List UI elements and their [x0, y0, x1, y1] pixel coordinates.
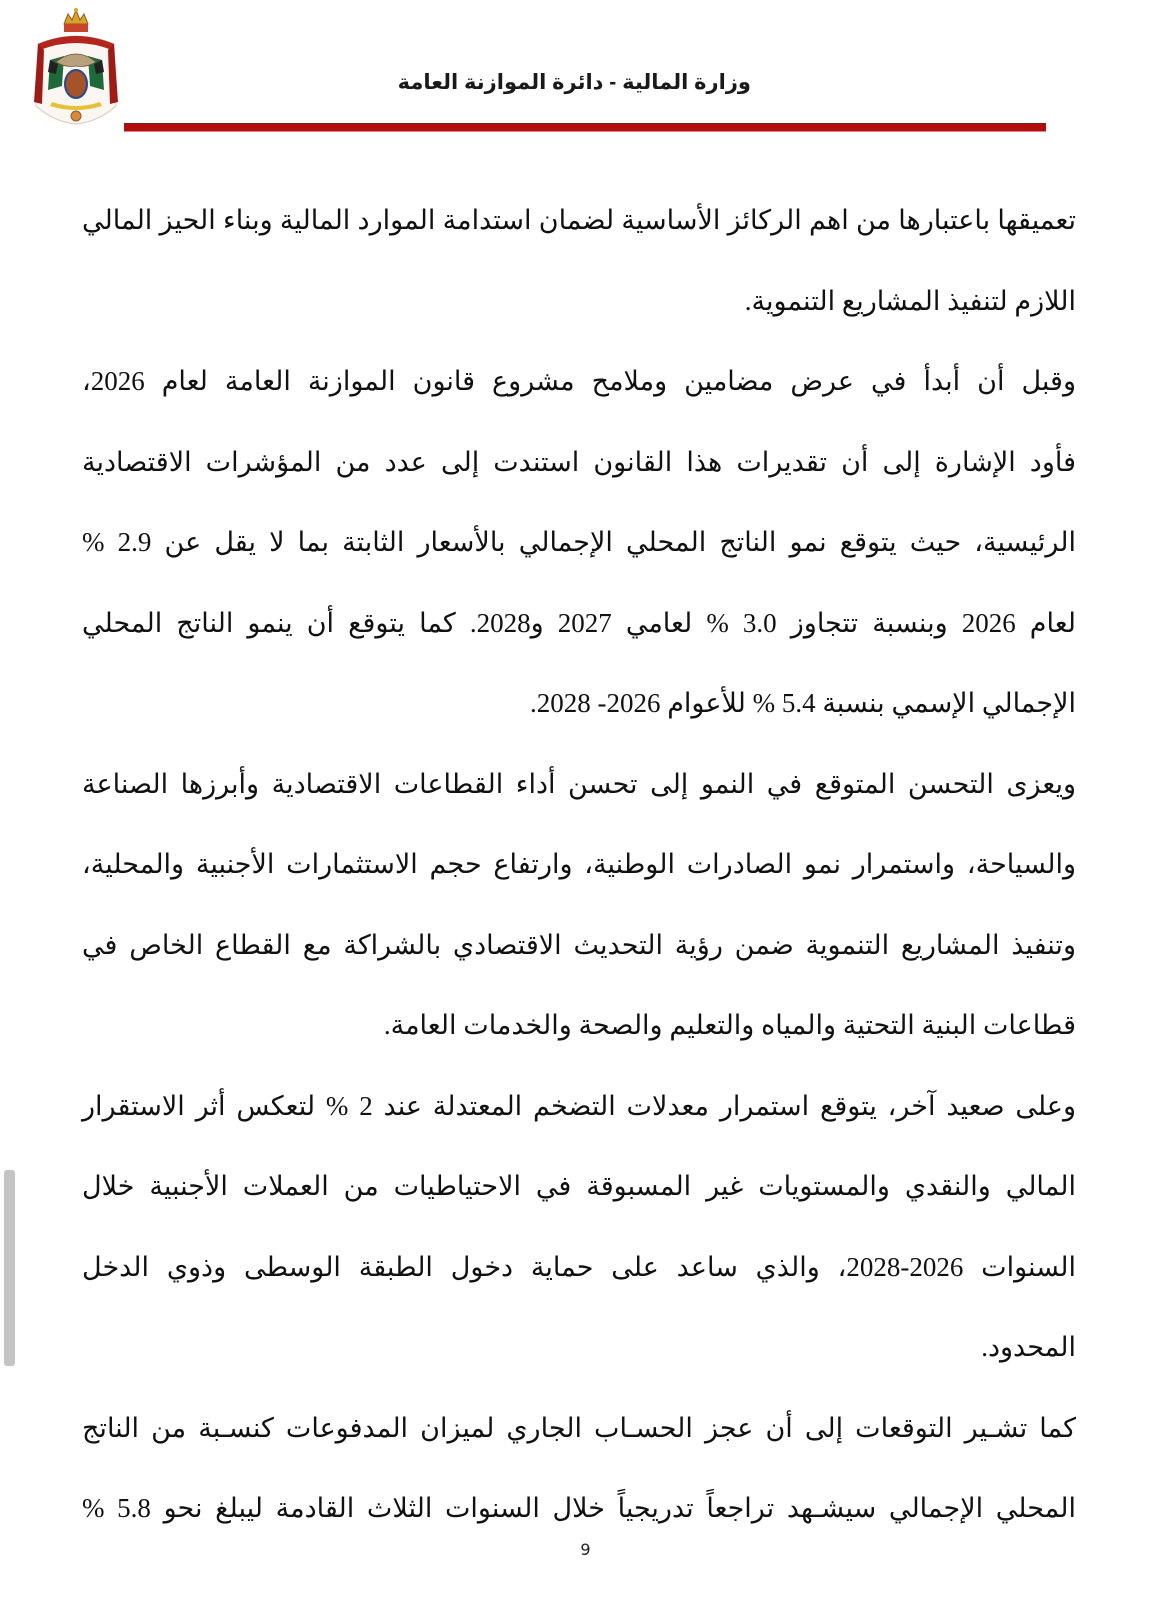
text-line: المحدود.	[981, 1332, 1076, 1362]
text-line: لعام 2026 وبنسبة تتجاوز 3.0 % لعامي 2027 و2028. كما يتوقع أن ينمو الناتج المحلي	[82, 607, 1076, 638]
paragraph	[82, 1066, 1076, 1388]
text-line: اللازم لتنفيذ المشاريع التنموية.	[744, 285, 1076, 316]
text-line: فأود الإشارة إلى أن تقديرات هذا القانون استندت إلى عدد من المؤشرات الاقتصادية	[82, 446, 1076, 477]
text-line: وعلى صعيد آخر، يتوقع استمرار معدلات التضخم المعتدلة عند 2 % لتعكس أثر الاستقرار	[82, 1090, 1077, 1121]
text-line: المحلي الإجمالي سيشـهد تراجعاً تدريجياً خلال السنوات الثلاث القادمة ليبلغ نحو 5.8 %	[82, 1493, 1076, 1523]
document-body	[82, 180, 1076, 1549]
text-line: ويعزى التحسن المتوقع في النمو إلى تحسن أداء القطاعات الاقتصادية وأبرزها الصناعة	[82, 768, 1076, 799]
text-line: والسياحة، واستمرار نمو الصادرات الوطنية، وارتفاع حجم الاستثمارات الأجنبية والمحلية،	[82, 849, 1076, 879]
paragraph	[82, 180, 1076, 341]
text-line: وتنفيذ المشاريع التنموية ضمن رؤية التحديث الاقتصادي بالشراكة مع القطاع الخاص في	[82, 929, 1076, 960]
text-line: كما تشـير التوقعات إلى أن عجز الحسـاب الجاري لميزان المدفوعات كنسـبة من الناتج	[82, 1412, 1076, 1443]
page-number: 9	[580, 1540, 591, 1559]
coat-of-arms-icon	[28, 6, 124, 130]
text-line: الرئيسية، حيث يتوقع نمو الناتج المحلي الإجمالي بالأسعار الثابتة بما لا يقل عن 2.9 %	[82, 527, 1076, 557]
text-line: تعميقها باعتبارها من اهم الركائز الأساسية لضمان استدامة الموارد المالية وبناء الحيز المالي	[82, 205, 1076, 235]
paragraph	[82, 744, 1076, 1066]
scrollbar-thumb[interactable]	[4, 1170, 15, 1366]
text-line: قطاعات البنية التحتية والمياه والتعليم والصحة والخدمات العامة.	[383, 1010, 1076, 1040]
text-line: الإجمالي الإسمي بنسبة 5.4 % للأعوام 2026- 2028.	[529, 688, 1076, 718]
header-title: وزارة المالية - دائرة الموازنة العامة	[397, 71, 751, 94]
text-line: السنوات 2026-2028، والذي ساعد على حماية دخول الطبقة الوسطى وذوي الدخل	[82, 1251, 1076, 1282]
header-divider	[124, 123, 1046, 132]
text-line: وقبل أن أبدأ في عرض مضامين وملامح مشروع قانون الموازنة العامة لعام 2026،	[82, 366, 1076, 396]
paragraph	[82, 341, 1076, 744]
paragraph	[82, 1388, 1076, 1549]
text-line: المالي والنقدي والمستويات غير المسبوقة في الاحتياطيات من العملات الأجنبية خلال	[82, 1171, 1076, 1201]
